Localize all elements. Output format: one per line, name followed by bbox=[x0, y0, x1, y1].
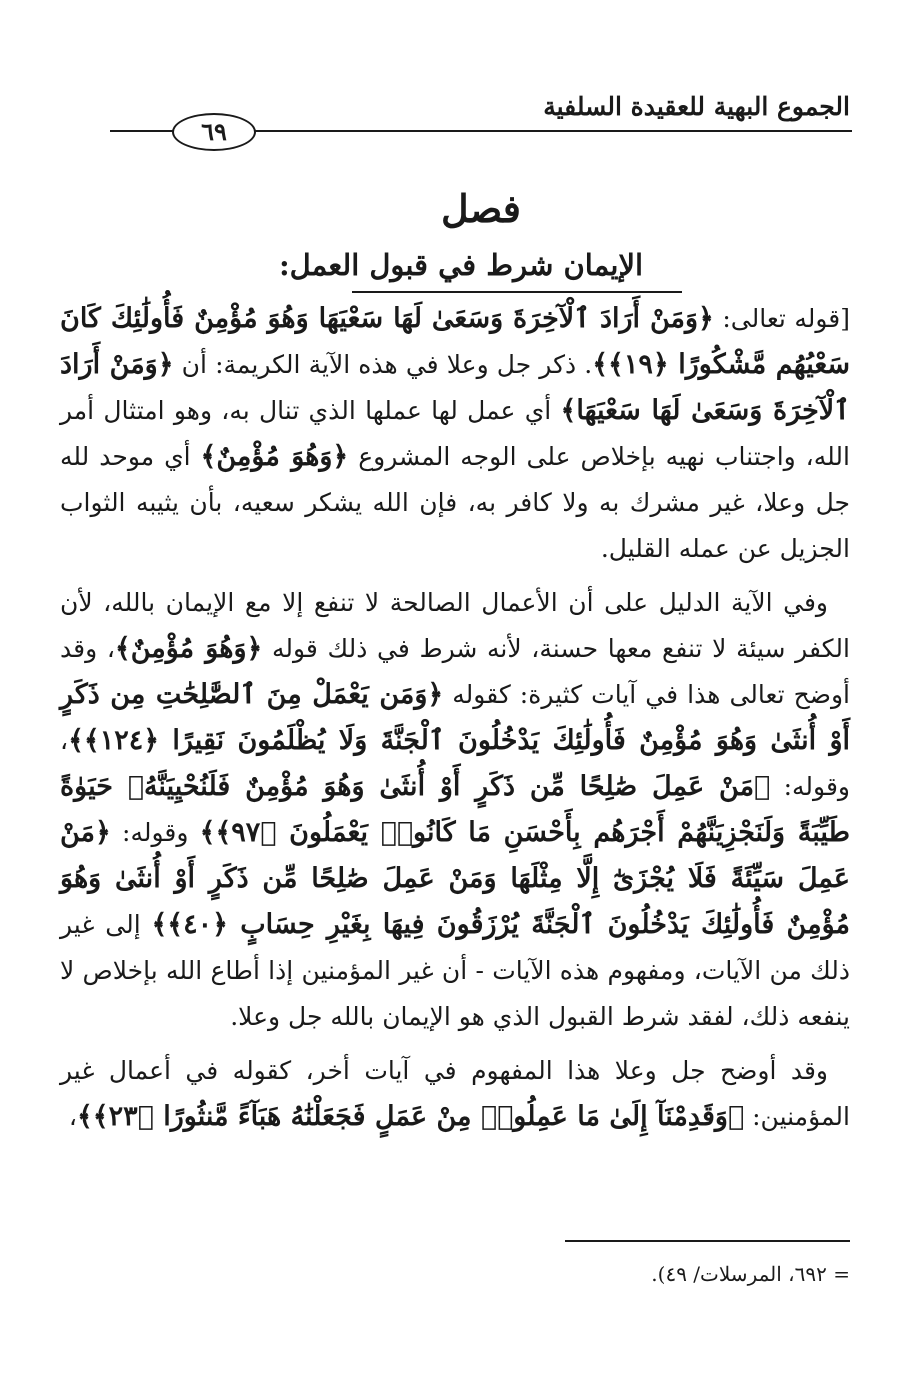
paragraph bbox=[60, 296, 850, 572]
text-run: أي عمل لها عملها الذي تنال به، وهو امتثال أمر الله، واجتناب نهيه بإخلاص على الوجه المشروع bbox=[60, 396, 850, 471]
section-subtitle: الإيمان شرط في قبول العمل: bbox=[278, 248, 644, 282]
body-text bbox=[60, 296, 850, 1148]
running-title: الجموع البهية للعقيدة السلفية bbox=[543, 92, 850, 121]
text-run: [قوله تعالى: bbox=[713, 304, 851, 333]
quran-verse: ﴿مَنْ عَمِلَ سَيِّئَةً فَلَا يُجْزَىٰٓ إِلَّا مِثْلَهَا وَمَنْ عَمِلَ صَٰلِحًا مِّن ذَكَرٍ أَوْ أُنثَىٰ وَهُوَ مُؤْمِنٌ فَأُولَٰئِكَ يَدْخُلُونَ ٱلْجَنَّةَ يُرْزَقُونَ فِيهَا بِغَيْرِ حِسَابٍ ﴿٤٠﴾﴾ bbox=[60, 817, 850, 940]
text-run: ، وقد أوضح تعالى هذا في آيات كثيرة: كقوله bbox=[60, 634, 850, 709]
text-run: وقوله: bbox=[110, 818, 200, 847]
quran-verse: ﴿وَمَنْ أَرَادَ ٱلْآخِرَةَ وَسَعَىٰ لَهَا سَعْيَهَا وَهُوَ مُؤْمِنٌ فَأُولَٰئِكَ كَانَ سَعْيُهُم مَّشْكُورًا ﴿١٩﴾﴾ bbox=[60, 303, 850, 380]
text-run: وفي الآية الدليل على أن الأعمال الصالحة لا تنفع إلا مع الإيمان بالله، لأن الكفر سيئة لا تنفع معها حسنة، لأنه شرط في ذلك قوله bbox=[60, 588, 850, 663]
subtitle-underline bbox=[352, 291, 682, 293]
text-run: إلى غير ذلك من الآيات، ومفهوم هذه الآيات - أن غير المؤمنين إذا أطاع الله بإخلاص لا ينفعه ذلك، لفقد شرط القبول الذي هو الإيمان بالله جل وعلا. bbox=[60, 910, 850, 1031]
text-run: ، bbox=[68, 1102, 77, 1131]
quran-verse: ﴿وَمَنْ أَرَادَ ٱلْآخِرَةَ وَسَعَىٰ لَهَا سَعْيَهَا﴾ bbox=[60, 349, 851, 426]
text-run: وقد أوضح جل وعلا هذا المفهوم في آيات أخر، كقوله في أعمال غير المؤمنين: bbox=[60, 1056, 850, 1131]
text-run: . ذكر جل وعلا في هذه الآية الكريمة: أن bbox=[173, 350, 593, 379]
quran-verse: ﴿وَهُوَ مُؤْمِنٌ﴾ bbox=[200, 441, 349, 472]
section-title: فصل bbox=[441, 186, 521, 231]
paragraph bbox=[60, 580, 850, 1040]
text-run: أي موحد لله جل وعلا، غير مشرك به ولا كافر به، فإن الله يشكر سعيه، بأن يثيبه الثواب الجزيل عن عمله القليل. bbox=[60, 442, 850, 563]
quran-verse: ﴿وَمَن يَعْمَلْ مِنَ ٱلصَّٰلِحَٰتِ مِن ذَكَرٍ أَوْ أُنثَىٰ وَهُوَ مُؤْمِنٌ فَأُولَٰئِكَ يَدْخُلُونَ ٱلْجَنَّةَ وَلَا يُظْلَمُونَ نَقِيرًا ﴿١٢٤﴾﴾ bbox=[60, 679, 850, 756]
text-run: ، وقوله: bbox=[60, 726, 850, 801]
quran-verse: ﴿وَقَدِمْنَآ إِلَىٰ مَا عَمِلُوا۟ مِنْ عَمَلٍ فَجَعَلْنَٰهُ هَبَآءً مَّنثُورًا ﴿٢٣﴾﴾ bbox=[76, 1101, 745, 1132]
footnote-rule bbox=[565, 1240, 850, 1242]
quran-verse: ﴿مَنْ عَمِلَ صَٰلِحًا مِّن ذَكَرٍ أَوْ أُنثَىٰ وَهُوَ مُؤْمِنٌ فَلَنُحْيِيَنَّهُۥ حَيَوٰةً طَيِّبَةً وَلَنَجْزِيَنَّهُمْ أَجْرَهُم بِأَحْسَنِ مَا كَانُوا۟ يَعْمَلُونَ ﴿٩٧﴾﴾ bbox=[60, 771, 850, 848]
page-number: ٦٩ bbox=[172, 113, 256, 151]
footnote: = ٦٩٢، المرسلات/ ٤٩). bbox=[651, 1262, 850, 1286]
quran-verse: ﴿وَهُوَ مُؤْمِنٌ﴾ bbox=[114, 633, 263, 664]
paragraph bbox=[60, 1048, 850, 1140]
